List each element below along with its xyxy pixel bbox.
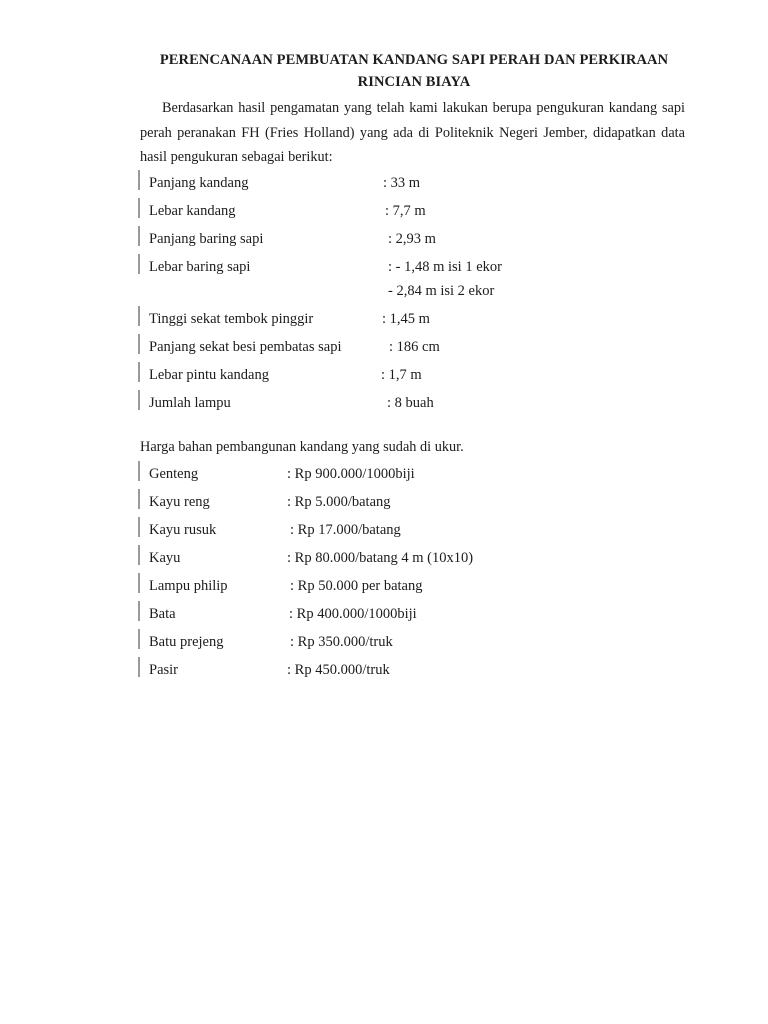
measurement-value: : 1,7 m (381, 367, 422, 383)
price-item: Genteng (149, 466, 199, 482)
price-value: : Rp 450.000/truk (287, 662, 390, 678)
price-value: : Rp 80.000/batang 4 m (10x10) (287, 550, 474, 566)
row-marker (138, 461, 140, 481)
measurement-value: : 1,45 m (382, 311, 430, 327)
document-title (120, 49, 708, 93)
price-value: : Rp 50.000 per batang (290, 578, 423, 594)
measurement-value: : 8 buah (387, 395, 434, 411)
row-marker (138, 629, 140, 649)
price-item: Kayu (149, 550, 181, 566)
price-item: Lampu philip (149, 578, 228, 594)
price-item: Kayu rusuk (149, 522, 217, 538)
row-marker (138, 170, 140, 190)
price-value: : Rp 400.000/1000biji (289, 606, 417, 622)
price-item: Pasir (149, 662, 178, 678)
measurement-label: Jumlah lampu (149, 395, 231, 411)
measurement-value: : 33 m (383, 175, 421, 191)
measurement-value: : - 1,48 m isi 1 ekor (388, 259, 502, 275)
measurement-label: Lebar baring sapi (149, 259, 251, 275)
row-marker (138, 489, 140, 509)
price-item: Bata (149, 606, 176, 622)
row-marker (138, 517, 140, 537)
row-marker (138, 545, 140, 565)
measurement-value: : 2,93 m (388, 231, 436, 247)
row-marker (138, 390, 140, 410)
measurement-label: Panjang sekat besi pembatas sapi (149, 339, 342, 355)
measurement-label: Panjang baring sapi (149, 231, 264, 247)
measurement-label: Panjang kandang (149, 175, 249, 191)
row-marker (138, 226, 140, 246)
row-marker (138, 334, 140, 354)
measurement-label: Tinggi sekat tembok pinggir (149, 311, 314, 327)
price-value: : Rp 17.000/batang (290, 522, 401, 538)
row-marker (138, 198, 140, 218)
title-line-2: RINCIAN BIAYA (357, 74, 471, 90)
measurement-value: : 186 cm (389, 339, 440, 355)
title-line-1: PERENCANAAN PEMBUATAN KANDANG SAPI PERAH DAN PERKIRAAN (159, 52, 669, 68)
row-marker (138, 573, 140, 593)
price-value: : Rp 5.000/batang (287, 494, 391, 510)
prices-heading: Harga bahan pembangunan kandang yang sudah di ukur. (140, 439, 464, 455)
row-marker (138, 601, 140, 621)
price-item: Kayu reng (149, 494, 210, 510)
row-marker (138, 362, 140, 382)
price-item: Batu prejeng (149, 634, 224, 650)
row-marker (138, 254, 140, 274)
row-marker (138, 306, 140, 326)
measurement-value: : 7,7 m (385, 203, 426, 219)
intro-paragraph: Berdasarkan hasil pengamatan yang telah kami lakukan berupa pengukuran kandang sapi perah peranakan FH (Fries Holland) yang ada di Politeknik Negeri Jember, didapatkan data hasil pengukuran sebagai berikut: (140, 100, 685, 165)
measurement-value-2: - 2,84 m isi 2 ekor (388, 283, 495, 299)
price-value: : Rp 900.000/1000biji (287, 466, 415, 482)
measurement-label: Lebar kandang (149, 203, 236, 219)
row-marker (138, 657, 140, 677)
price-value: : Rp 350.000/truk (290, 634, 393, 650)
measurement-label: Lebar pintu kandang (149, 367, 269, 383)
